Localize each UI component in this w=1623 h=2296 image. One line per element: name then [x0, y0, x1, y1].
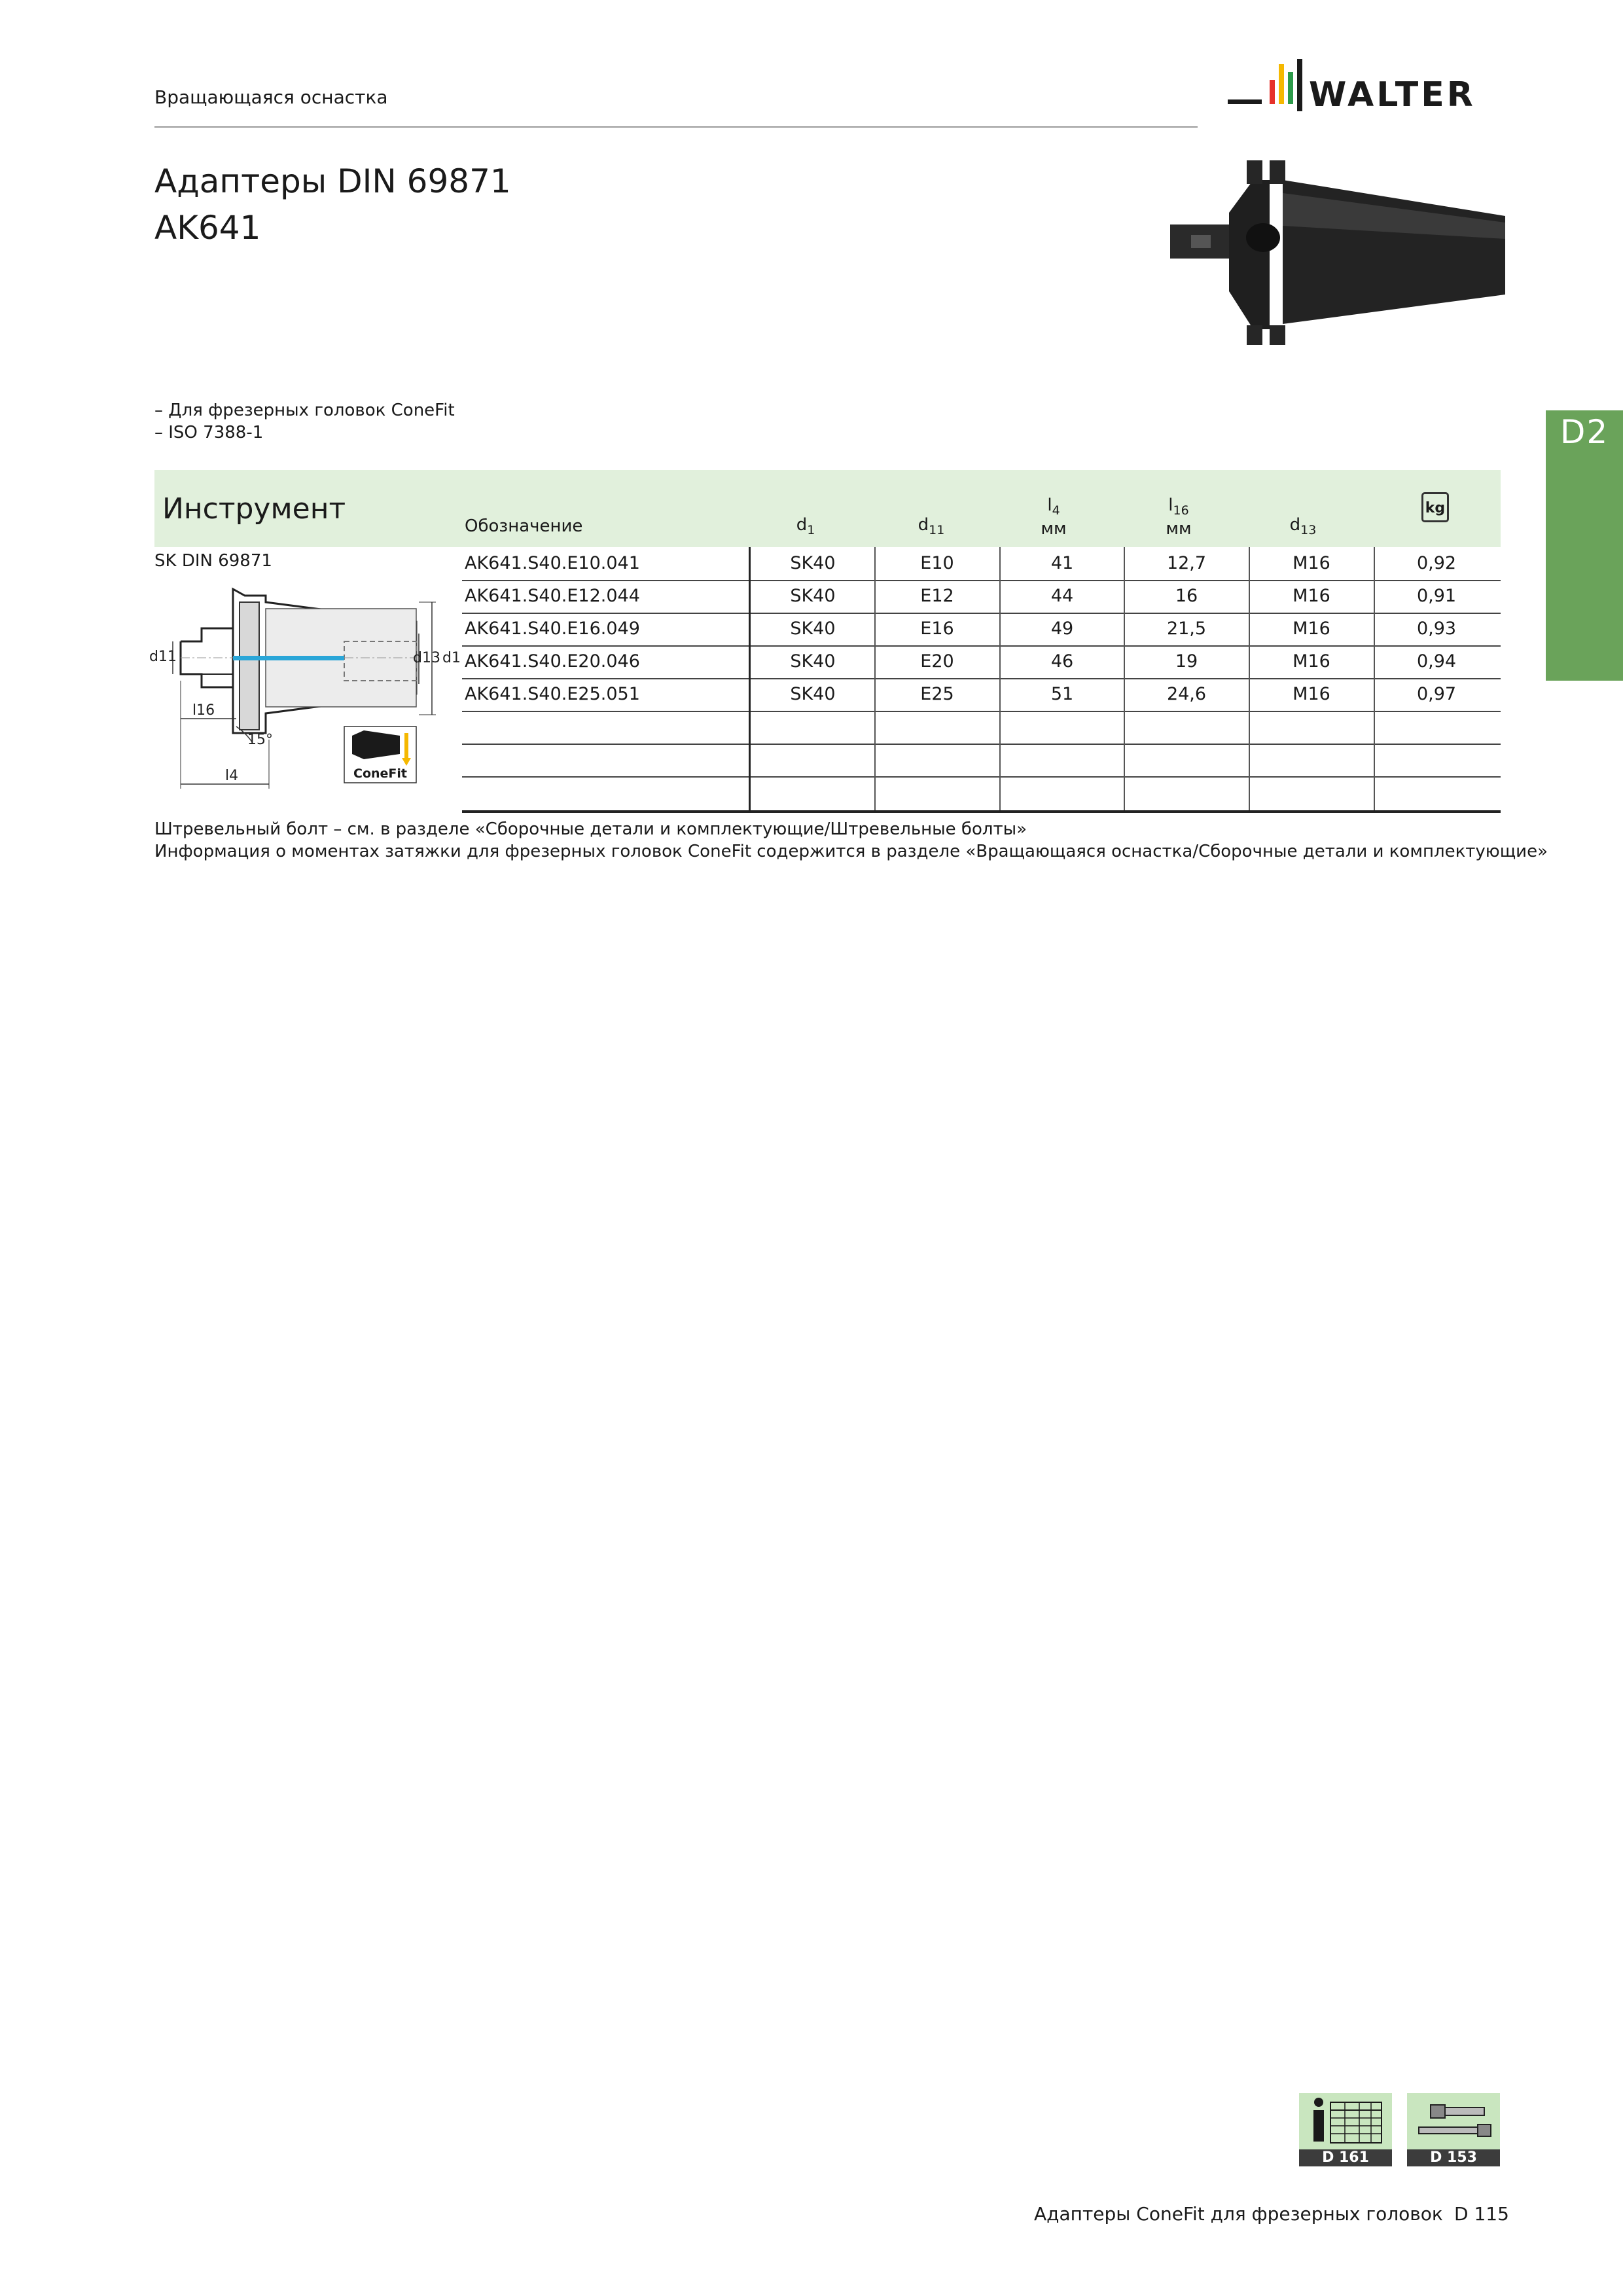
col-designation: Обозначение: [465, 516, 583, 536]
tool-group-label: Инструмент: [162, 492, 346, 526]
dim-angle-label: 15°: [247, 732, 273, 748]
d11-cell: E20: [920, 651, 954, 672]
weight-cell: 0,92: [1416, 553, 1457, 573]
section-title: Вращающаяся оснастка: [154, 86, 388, 108]
ref-label: D 161: [1299, 2149, 1392, 2166]
info-table-icon: [1299, 2093, 1392, 2149]
weight-icon: kg: [1421, 492, 1449, 522]
table-header: [154, 470, 1501, 547]
col-d11: $d_{11}$: [918, 515, 945, 538]
d1-cell: SK40: [790, 553, 836, 573]
table-row: [462, 547, 1501, 581]
l4-cell: 46: [1050, 651, 1074, 672]
d13-cell: M16: [1293, 586, 1330, 606]
l4-cell: 41: [1050, 553, 1074, 573]
d11-cell: E16: [920, 619, 954, 639]
l4-cell: 51: [1050, 684, 1074, 704]
column-divider: [749, 547, 751, 812]
l4-cell: 44: [1050, 586, 1074, 606]
col-l16: $l_{16}$ мм: [1166, 495, 1192, 539]
table-row: [462, 645, 1501, 679]
weight-cell: 0,91: [1416, 586, 1457, 606]
d11-cell: E10: [920, 553, 954, 573]
pull-stud-icon: [1407, 2093, 1500, 2149]
d13-cell: M16: [1293, 651, 1330, 672]
d1-cell: SK40: [790, 684, 836, 704]
ref-label: D 153: [1407, 2149, 1500, 2166]
dim-l4-label: l4: [225, 768, 239, 784]
column-divider: [999, 547, 1001, 812]
header-divider: [154, 126, 1198, 128]
l16-cell: 12,7: [1166, 553, 1207, 573]
table-row-empty: [462, 744, 1501, 778]
col-d13: $d_{13}$: [1289, 515, 1317, 538]
table-bottom-rule: [462, 810, 1501, 813]
table-row: [462, 613, 1501, 647]
d1-cell: SK40: [790, 586, 836, 606]
page-subtitle: AK641: [154, 209, 261, 247]
dim-d13-label: d13: [413, 650, 440, 666]
col-d1: $d_1$: [796, 515, 815, 538]
dim-d11-label: d11: [149, 649, 177, 665]
d13-cell: M16: [1293, 619, 1330, 639]
d11-cell: E25: [920, 684, 954, 704]
l16-cell: 19: [1175, 651, 1198, 672]
ref-pull-stud[interactable]: [1407, 2093, 1500, 2166]
chapter-tab[interactable]: [1546, 410, 1623, 681]
feature-list: [154, 399, 455, 444]
walter-logo: [1228, 59, 1503, 118]
technical-drawing: [149, 576, 462, 792]
column-divider: [1124, 547, 1125, 812]
table-notes: [154, 818, 1548, 863]
page-title: Адаптеры DIN 69871: [154, 162, 511, 200]
l4-cell: 49: [1050, 619, 1074, 639]
ref-info-table[interactable]: [1299, 2093, 1392, 2166]
note-line: Информация о моментах затяжки для фрезерных головок ConeFit содержится в разделе «Вращающаяся оснастка/Сборочные детали и комплектующие»: [154, 842, 1548, 861]
weight-cell: 0,94: [1416, 651, 1457, 672]
d11-cell: E12: [920, 586, 954, 606]
d1-cell: SK40: [790, 651, 836, 672]
table-row-empty: [462, 711, 1501, 745]
feature-item: – Для фрезерных головок ConeFit: [154, 401, 455, 420]
dim-l16-label: l16: [192, 702, 215, 719]
table-row-empty: [462, 776, 1501, 809]
designation-cell: AK641.S40.E10.041: [465, 553, 640, 573]
table-row: [462, 678, 1501, 712]
table-row: [462, 580, 1501, 614]
d1-cell: SK40: [790, 619, 836, 639]
designation-cell: AK641.S40.E16.049: [465, 619, 640, 639]
d13-cell: M16: [1293, 684, 1330, 704]
feature-item: – ISO 7388-1: [154, 423, 264, 442]
weight-cell: 0,93: [1416, 619, 1457, 639]
note-line: Штревельный болт – см. в разделе «Сборочные детали и комплектующие/Штревельные болты»: [154, 819, 1027, 839]
d13-cell: M16: [1293, 553, 1330, 573]
weight-cell: 0,97: [1416, 684, 1457, 704]
chapter-tab-label: D2: [1560, 413, 1609, 451]
adapter-photo: [1165, 154, 1505, 350]
column-divider: [1249, 547, 1250, 812]
l16-cell: 21,5: [1166, 619, 1207, 639]
col-l4: $l_4$ мм: [1041, 495, 1067, 539]
l16-cell: 24,6: [1166, 684, 1207, 704]
designation-cell: AK641.S40.E20.046: [465, 651, 640, 672]
dim-d1-label: d1: [442, 650, 461, 666]
conefit-label: ConeFit: [353, 766, 407, 781]
column-divider: [1374, 547, 1375, 812]
logo-text: WALTER: [1309, 75, 1476, 115]
page-number: D 115: [1454, 2203, 1509, 2225]
footer-title: Адаптеры ConeFit для фрезерных головок: [1034, 2203, 1443, 2225]
designation-cell: AK641.S40.E12.044: [465, 586, 640, 606]
tool-type-label: SK DIN 69871: [154, 551, 272, 571]
designation-cell: AK641.S40.E25.051: [465, 684, 640, 704]
column-divider: [874, 547, 876, 812]
l16-cell: 16: [1175, 586, 1198, 606]
